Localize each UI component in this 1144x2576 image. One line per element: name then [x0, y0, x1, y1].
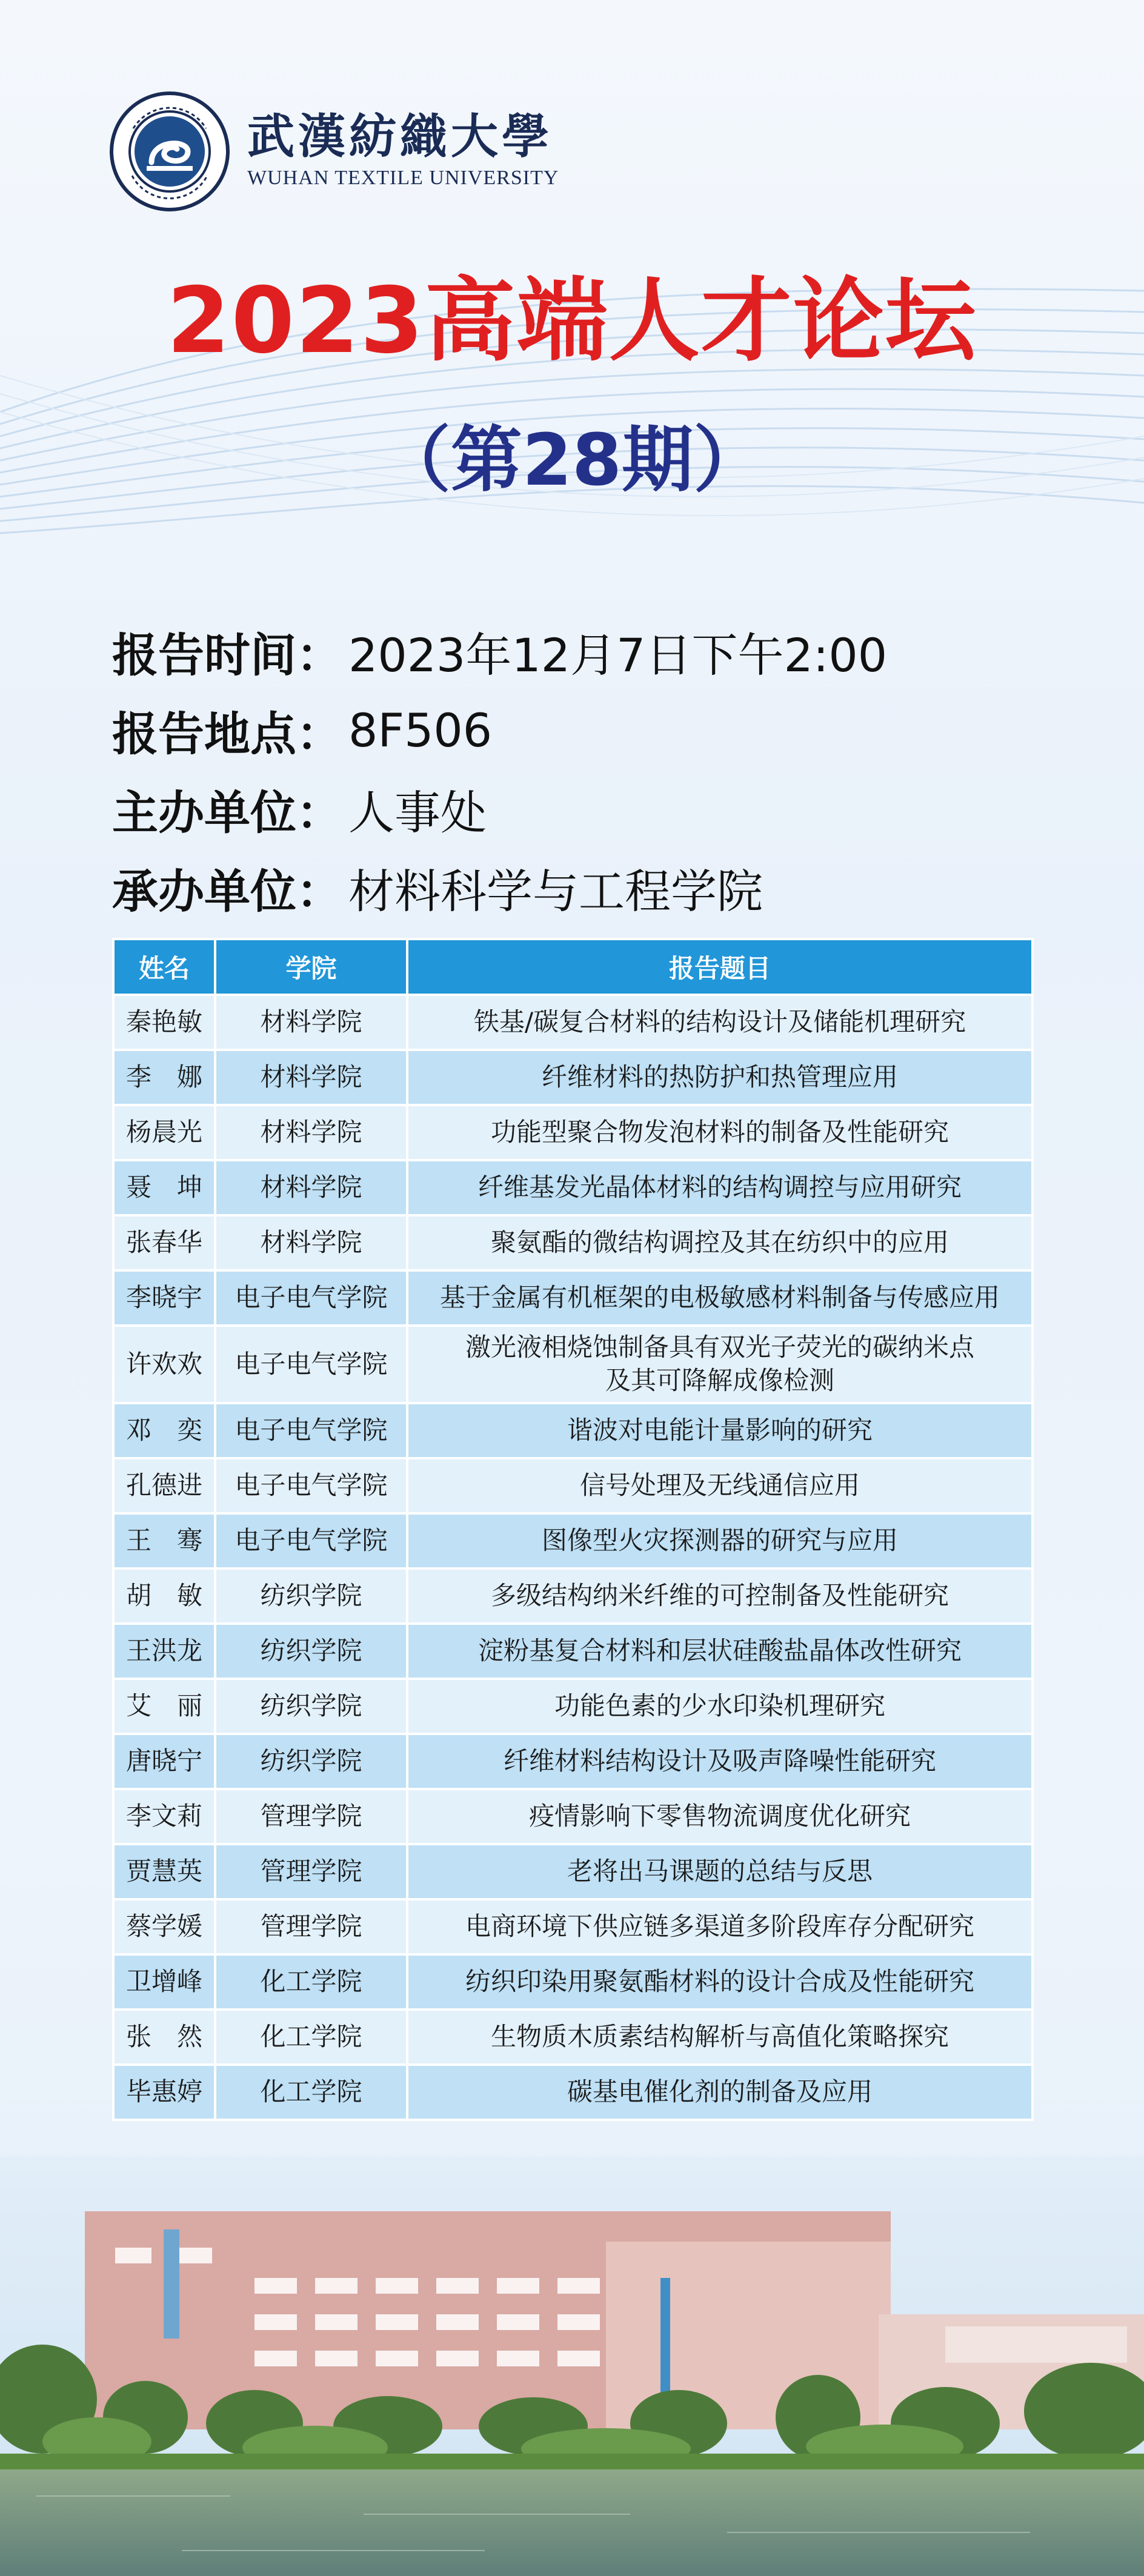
speaker-school: 电子电气学院: [215, 1270, 407, 1326]
report-topic: 基于金属有机框架的电极敏感材料制备与传感应用: [407, 1270, 1033, 1326]
speaker-school: 电子电气学院: [215, 1458, 407, 1513]
table-row: [113, 1458, 1033, 1513]
speaker-name: 聂 坤: [113, 1160, 215, 1215]
speaker-school: 纺织学院: [215, 1734, 407, 1789]
report-topic: [407, 1326, 1033, 1403]
table-row: [113, 1513, 1033, 1569]
table-row: [113, 1215, 1033, 1270]
report-topic: 纤维基发光晶体材料的结构调控与应用研究: [407, 1160, 1033, 1215]
speaker-name: 王 骞: [113, 1513, 215, 1569]
university-name-cn: 武漢紡織大學: [247, 109, 553, 164]
info-label: 主办单位: [112, 785, 296, 840]
info-colon: ：: [296, 628, 342, 682]
report-topic: 铁基/碳复合材料的结构设计及储能机理研究: [407, 995, 1033, 1050]
header-school: 学院: [215, 939, 407, 995]
table-header-row: [113, 939, 1033, 995]
report-topic: 谐波对电能计量影响的研究: [407, 1403, 1033, 1458]
table-row: [113, 2065, 1033, 2120]
report-topic: 图像型火灾探测器的研究与应用: [407, 1513, 1033, 1569]
report-topic: 老将出马课题的总结与反思: [407, 1844, 1033, 1899]
speaker-school: 材料学院: [215, 1050, 407, 1105]
speaker-name: 李晓宇: [113, 1270, 215, 1326]
speaker-school: 电子电气学院: [215, 1403, 407, 1458]
report-topic: 疫情影响下零售物流调度优化研究: [407, 1789, 1033, 1844]
info-row-organizer: [112, 848, 887, 927]
speaker-name: 张春华: [113, 1215, 215, 1270]
forum-title: 2023高端人才论坛: [167, 268, 977, 374]
speaker-name: 张 然: [113, 2010, 215, 2065]
info-value: 8F506: [348, 703, 493, 757]
table-row: [113, 1844, 1033, 1899]
table-row: [113, 2010, 1033, 2065]
speaker-school: 化工学院: [215, 2065, 407, 2120]
report-topic: 多级结构纳米纤维的可控制备及性能研究: [407, 1569, 1033, 1624]
speaker-school: 纺织学院: [215, 1569, 407, 1624]
header-topic: 报告题目: [407, 939, 1033, 995]
speaker-name: 贾慧英: [113, 1844, 215, 1899]
table-row: [113, 1050, 1033, 1105]
speaker-name: 卫增峰: [113, 1954, 215, 2010]
report-topic: 纺织印染用聚氨酯材料的设计合成及性能研究: [407, 1954, 1033, 2010]
report-topic: 电商环境下供应链多渠道多阶段库存分配研究: [407, 1899, 1033, 1954]
table-row: [113, 1105, 1033, 1160]
speaker-name: 孔德进: [113, 1458, 215, 1513]
speaker-school: 管理学院: [215, 1899, 407, 1954]
table-row: [113, 1270, 1033, 1326]
info-label: 承办单位: [112, 864, 296, 918]
speaker-school: 材料学院: [215, 1160, 407, 1215]
report-topic-line1: 激光液相烧蚀制备具有双光子荧光的碳纳米点: [465, 1332, 974, 1363]
university-logo: [109, 91, 559, 212]
speaker-name: 艾 丽: [113, 1679, 215, 1734]
report-topic: 功能型聚合物发泡材料的制备及性能研究: [407, 1105, 1033, 1160]
speaker-school: 电子电气学院: [215, 1326, 407, 1403]
event-info: [112, 612, 887, 927]
speaker-name: 秦艳敏: [113, 995, 215, 1050]
table-row: [113, 1326, 1033, 1403]
report-topic: 碳基电催化剂的制备及应用: [407, 2065, 1033, 2120]
table-row: [113, 1899, 1033, 1954]
info-value: 材料科学与工程学院: [348, 864, 763, 918]
info-row-location: [112, 691, 887, 769]
university-name-en: WUHAN TEXTILE UNIVERSITY: [247, 167, 559, 189]
info-label: 报告地点: [112, 706, 296, 761]
table-row: [113, 1789, 1033, 1844]
info-colon: ：: [296, 864, 342, 918]
forum-issue: （第28期）: [379, 418, 765, 502]
table-row: [113, 1679, 1033, 1734]
header-name: 姓名: [113, 939, 215, 995]
info-row-time: [112, 612, 887, 691]
table-row: [113, 1734, 1033, 1789]
speaker-name: 李文莉: [113, 1789, 215, 1844]
university-seal-icon: [109, 91, 230, 212]
speaker-school: 化工学院: [215, 2010, 407, 2065]
speaker-school: 材料学院: [215, 995, 407, 1050]
report-topic: 生物质木质素结构解析与高值化策略探究: [407, 2010, 1033, 2065]
speaker-table: [112, 938, 1034, 2121]
speaker-name: 毕惠婷: [113, 2065, 215, 2120]
info-value: 人事处: [348, 785, 487, 840]
speaker-name: 蔡学媛: [113, 1899, 215, 1954]
speaker-name: 邓 奕: [113, 1403, 215, 1458]
report-topic: 功能色素的少水印染机理研究: [407, 1679, 1033, 1734]
speaker-school: 纺织学院: [215, 1679, 407, 1734]
report-topic: 纤维材料结构设计及吸声降噪性能研究: [407, 1734, 1033, 1789]
speaker-name: 胡 敏: [113, 1569, 215, 1624]
report-topic: 聚氨酯的微结构调控及其在纺织中的应用: [407, 1215, 1033, 1270]
info-row-host: [112, 769, 887, 848]
campus-photo-illustration: [0, 2157, 1144, 2576]
speaker-school: 材料学院: [215, 1105, 407, 1160]
table-row: [113, 1624, 1033, 1679]
speaker-school: 电子电气学院: [215, 1513, 407, 1569]
speaker-school: 管理学院: [215, 1844, 407, 1899]
table-row: [113, 1954, 1033, 2010]
speaker-name: 许欢欢: [113, 1326, 215, 1403]
speaker-name: 李 娜: [113, 1050, 215, 1105]
report-topic-line2: 及其可降解成像检测: [605, 1366, 834, 1395]
speaker-school: 纺织学院: [215, 1624, 407, 1679]
report-topic: 纤维材料的热防护和热管理应用: [407, 1050, 1033, 1105]
report-topic: 信号处理及无线通信应用: [407, 1458, 1033, 1513]
table-row: [113, 1403, 1033, 1458]
speaker-name: 唐晓宁: [113, 1734, 215, 1789]
table-row: [113, 1569, 1033, 1624]
info-colon: ：: [296, 706, 342, 761]
table-row: [113, 995, 1033, 1050]
speaker-name: 王洪龙: [113, 1624, 215, 1679]
speaker-school: 化工学院: [215, 1954, 407, 2010]
speaker-school: 管理学院: [215, 1789, 407, 1844]
info-value: 2023年12月7日下午2:00: [348, 628, 888, 682]
speaker-school: 材料学院: [215, 1215, 407, 1270]
report-topic: 淀粉基复合材料和层状硅酸盐晶体改性研究: [407, 1624, 1033, 1679]
table-row: [113, 1160, 1033, 1215]
info-label: 报告时间: [112, 628, 296, 682]
info-colon: ：: [296, 785, 342, 840]
speaker-name: 杨晨光: [113, 1105, 215, 1160]
